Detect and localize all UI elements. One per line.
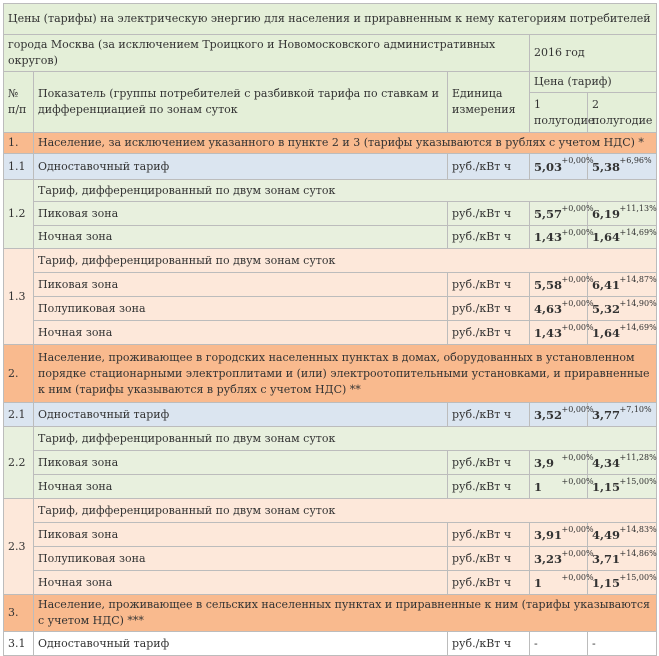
change-half2: +14,83%: [618, 523, 657, 547]
table-row: [4, 427, 657, 451]
change-half1: +0,00%: [560, 403, 588, 427]
indicator-label: Одноставочный тариф: [34, 154, 448, 180]
table-row: [4, 226, 657, 249]
unit-cell: руб./кВт ч: [448, 571, 530, 595]
row-num: 1.3: [4, 249, 34, 345]
table-row: [4, 547, 657, 571]
price-half1: 1: [530, 475, 560, 499]
section-title: Население, проживающее в городских населенных пунктах в домах, оборудованных в установленном порядке стационарными электроплитами и (или) электроотопительными установками, и приравненные к ним (тарифы указываются в рублях с учетом НДС) **: [34, 345, 657, 403]
table-row: [4, 523, 657, 547]
title-row: [4, 4, 657, 35]
table-row: [4, 249, 657, 273]
indicator-label: Ночная зона: [34, 321, 448, 345]
table-row: [4, 451, 657, 475]
price-half1: 4,63: [530, 297, 560, 321]
table-row: [4, 632, 657, 656]
unit-cell: руб./кВт ч: [448, 547, 530, 571]
indicator-label: Ночная зона: [34, 475, 448, 499]
indicator-label: Одноставочный тариф: [34, 403, 448, 427]
table-row: [4, 475, 657, 499]
price-half2: 4,34: [588, 451, 618, 475]
indicator-label: Пиковая зона: [34, 273, 448, 297]
group-label: Тариф, дифференцированный по двум зонам суток: [34, 180, 657, 202]
unit-cell: руб./кВт ч: [448, 451, 530, 475]
change-half1: +0,00%: [560, 154, 588, 180]
col-indicator-header: Показатель (группы потребителей с разбивкой тарифа по ставкам и дифференциацией по зонам суток: [34, 72, 448, 133]
row-num: 2.1: [4, 403, 34, 427]
unit-cell: руб./кВт ч: [448, 475, 530, 499]
row-num: 2.3: [4, 499, 34, 595]
table-row: [4, 571, 657, 595]
col-half1-header: 1 полугодие: [530, 93, 588, 133]
year-label: 2016 год: [530, 35, 657, 72]
col-num-header: № п/п: [4, 72, 34, 133]
price-half1: 3,23: [530, 547, 560, 571]
unit-cell: руб./кВт ч: [448, 403, 530, 427]
change-half2: +15,00%: [618, 475, 657, 499]
price-half1: 5,03: [530, 154, 560, 180]
group-label: Тариф, дифференцированный по двум зонам суток: [34, 249, 657, 273]
table-row: [4, 403, 657, 427]
section-num: 3.: [4, 595, 34, 632]
subtitle-row: [4, 35, 657, 72]
unit-cell: руб./кВт ч: [448, 297, 530, 321]
unit-cell: руб./кВт ч: [448, 154, 530, 180]
price-half1: 1,43: [530, 321, 560, 345]
tariff-table: [3, 3, 657, 656]
header-row: [4, 72, 657, 93]
group-label: Тариф, дифференцированный по двум зонам суток: [34, 499, 657, 523]
price-half2: 1,15: [588, 475, 618, 499]
indicator-label: Пиковая зона: [34, 202, 448, 226]
col-half2-header: 2 полугодие: [588, 93, 657, 133]
price-half1: 5,57: [530, 202, 560, 226]
row-num: 2.2: [4, 427, 34, 499]
price-half2: 6,41: [588, 273, 618, 297]
change-half2: +7,10%: [618, 403, 657, 427]
price-half2: 3,71: [588, 547, 618, 571]
change-half1: +0,00%: [560, 475, 588, 499]
section-row-1: [4, 133, 657, 154]
change-half1: +0,00%: [560, 273, 588, 297]
table-row: [4, 202, 657, 226]
price-half2: 6,19: [588, 202, 618, 226]
section-row-3: [4, 595, 657, 632]
price-half2: 5,32: [588, 297, 618, 321]
table-row: [4, 180, 657, 202]
change-half2: +11,28%: [618, 451, 657, 475]
table-title: Цены (тарифы) на электрическую энергию для населения и приравненным к нему категориям потребителей: [4, 4, 657, 35]
price-half2: 1,15: [588, 571, 618, 595]
unit-cell: руб./кВт ч: [448, 632, 530, 656]
change-half2: +6,96%: [618, 154, 657, 180]
change-half2: +14,86%: [618, 547, 657, 571]
change-half1: +0,00%: [560, 523, 588, 547]
price-half1: 3,91: [530, 523, 560, 547]
change-half2: [618, 632, 657, 656]
price-half2: 1,64: [588, 226, 618, 249]
change-half2: +14,87%: [618, 273, 657, 297]
change-half1: +0,00%: [560, 226, 588, 249]
price-half2: 5,38: [588, 154, 618, 180]
indicator-label: Ночная зона: [34, 571, 448, 595]
change-half2: +15,00%: [618, 571, 657, 595]
change-half2: +14,69%: [618, 226, 657, 249]
change-half2: +14,90%: [618, 297, 657, 321]
price-half1: 5,58: [530, 273, 560, 297]
indicator-label: Пиковая зона: [34, 451, 448, 475]
change-half1: +0,00%: [560, 321, 588, 345]
table-row: [4, 321, 657, 345]
unit-cell: руб./кВт ч: [448, 226, 530, 249]
group-label: Тариф, дифференцированный по двум зонам суток: [34, 427, 657, 451]
change-half1: +0,00%: [560, 571, 588, 595]
price-half2: 4,49: [588, 523, 618, 547]
indicator-label: Полупиковая зона: [34, 547, 448, 571]
price-half2: -: [588, 632, 618, 656]
table-subtitle: города Москва (за исключением Троицкого и Новомосковского административных округов): [4, 35, 530, 72]
indicator-label: Полупиковая зона: [34, 297, 448, 321]
change-half1: +0,00%: [560, 547, 588, 571]
change-half1: +0,00%: [560, 297, 588, 321]
indicator-label: Одноставочный тариф: [34, 632, 448, 656]
indicator-label: Пиковая зона: [34, 523, 448, 547]
price-half1: 3,9: [530, 451, 560, 475]
change-half1: [560, 632, 588, 656]
col-unit-header: Единица измерения: [448, 72, 530, 133]
row-num: 3.1: [4, 632, 34, 656]
unit-cell: руб./кВт ч: [448, 523, 530, 547]
table-row: [4, 499, 657, 523]
price-half1: -: [530, 632, 560, 656]
price-half1: 1: [530, 571, 560, 595]
table-row: [4, 154, 657, 180]
change-half2: +14,69%: [618, 321, 657, 345]
row-num: 1.1: [4, 154, 34, 180]
change-half1: +0,00%: [560, 451, 588, 475]
unit-cell: руб./кВт ч: [448, 202, 530, 226]
unit-cell: руб./кВт ч: [448, 273, 530, 297]
table-row: [4, 297, 657, 321]
section-title: Население, проживающее в сельских населенных пунктах и приравненные к ним (тарифы указываются с учетом НДС) ***: [34, 595, 657, 632]
section-title: Население, за исключением указанного в пункте 2 и 3 (тарифы указываются в рублях с учетом НДС) *: [34, 133, 657, 154]
section-num: 2.: [4, 345, 34, 403]
col-price-header: Цена (тариф): [530, 72, 657, 93]
change-half2: +11,13%: [618, 202, 657, 226]
change-half1: +0,00%: [560, 202, 588, 226]
price-half1: 1,43: [530, 226, 560, 249]
indicator-label: Ночная зона: [34, 226, 448, 249]
price-half1: 3,52: [530, 403, 560, 427]
unit-cell: руб./кВт ч: [448, 321, 530, 345]
price-half2: 1,64: [588, 321, 618, 345]
row-num: 1.2: [4, 180, 34, 249]
section-num: 1.: [4, 133, 34, 154]
table-row: [4, 273, 657, 297]
price-half2: 3,77: [588, 403, 618, 427]
section-row-2: [4, 345, 657, 403]
